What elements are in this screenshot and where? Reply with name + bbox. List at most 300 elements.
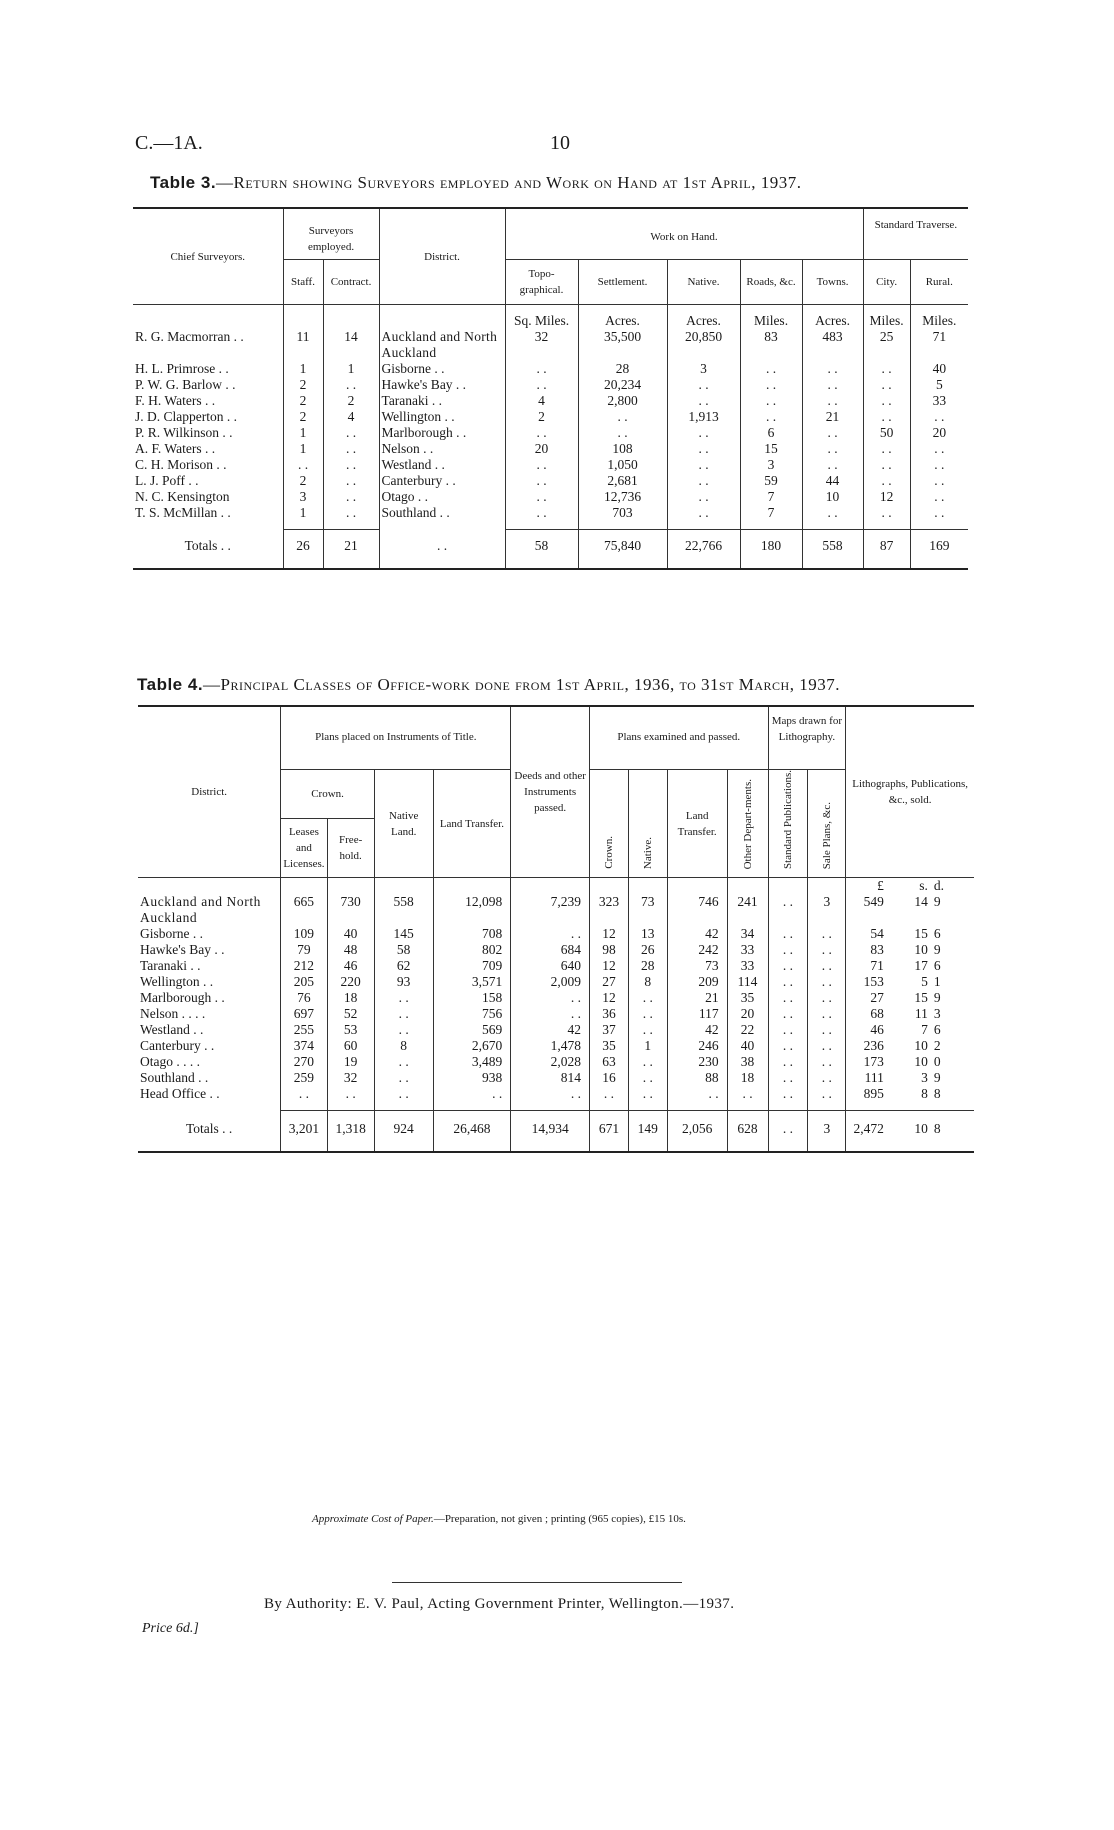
contract-count: . . [323, 505, 379, 521]
native-land-value: . . [374, 1070, 433, 1086]
unit-label: Miles. [740, 313, 802, 329]
land-transfer-value: 3,571 [433, 974, 511, 990]
deeds-value: 2,028 [511, 1054, 590, 1070]
native-land-value: . . [374, 1086, 433, 1102]
settlement-value: 2,800 [578, 393, 667, 409]
header-exam-native: Native. [628, 770, 667, 878]
chief-surveyor: R. G. Macmorran . . [135, 329, 244, 344]
rural-value: 20 [910, 425, 968, 441]
sale-plans-value: . . [808, 1006, 846, 1022]
exam-other-value: 20 [727, 1006, 768, 1022]
exam-crown-value: 16 [590, 1070, 629, 1086]
shillings-value: 8 [921, 1086, 928, 1101]
land-transfer-value: 12,098 [433, 894, 511, 926]
native-value: . . [667, 393, 740, 409]
table4-total-pounds: 2,472 [846, 1111, 890, 1152]
pounds-value: 111 [846, 1070, 890, 1086]
rural-value: . . [910, 505, 968, 521]
city-value: . . [863, 377, 910, 393]
deeds-value: 42 [511, 1022, 590, 1038]
topographical-value: 2 [505, 409, 578, 425]
table4-row [138, 990, 974, 1006]
pence-value: 8 [933, 1086, 941, 1101]
deeds-value: 814 [511, 1070, 590, 1086]
table4-total-leases: 3,201 [281, 1111, 327, 1152]
towns-value: 44 [802, 473, 863, 489]
header-standard-traverse: Standard Traverse. [863, 208, 968, 260]
deeds-value: 2,009 [511, 974, 590, 990]
towns-value: . . [802, 505, 863, 521]
table4-total-exam-native: 149 [628, 1111, 667, 1152]
native-value: 20,850 [667, 329, 740, 361]
header-city: City. [863, 260, 910, 305]
freehold-value: 19 [327, 1054, 374, 1070]
native-land-value: 8 [374, 1038, 433, 1054]
topographical-value: 20 [505, 441, 578, 457]
leases-value: 109 [281, 926, 327, 942]
land-transfer-value: 802 [433, 942, 511, 958]
exam-native-value: . . [628, 1054, 667, 1070]
pounds-value: 54 [846, 926, 890, 942]
table3-total-contract: 21 [323, 530, 379, 569]
roads-value: 6 [740, 425, 802, 441]
native-value: . . [667, 425, 740, 441]
table3-total-rural: 169 [910, 530, 968, 569]
cost-text: —Preparation, not given ; printing (965 copies), £15 10s. [433, 1513, 686, 1525]
shillings-value: 17 [914, 958, 928, 973]
roads-value: 7 [740, 505, 802, 521]
standard-publications-value: . . [768, 926, 808, 942]
leases-value: 259 [281, 1070, 327, 1086]
freehold-value: 53 [327, 1022, 374, 1038]
header-plans-placed: Plans placed on Instruments of Title. [281, 706, 511, 770]
leases-value: 665 [281, 894, 327, 926]
roads-value: . . [740, 361, 802, 377]
unit-label: Miles. [863, 313, 910, 329]
native-land-value: 558 [374, 894, 433, 926]
staff-count: 1 [283, 505, 323, 521]
contract-count: . . [323, 425, 379, 441]
rural-value: . . [910, 489, 968, 505]
staff-count: . . [283, 457, 323, 473]
exam-land-transfer-value: 246 [667, 1038, 727, 1054]
deeds-value: . . [511, 1006, 590, 1022]
city-value: 50 [863, 425, 910, 441]
table3-totals-label: Totals . . [184, 537, 231, 553]
native-value: 1,913 [667, 409, 740, 425]
settlement-value: 703 [578, 505, 667, 521]
district-name: Wellington . . [379, 409, 505, 425]
header-leases: Leases and Licenses. [281, 819, 327, 878]
exam-native-value: . . [628, 990, 667, 1006]
shillings-value: 10 [914, 1038, 928, 1053]
table4-row [138, 1022, 974, 1038]
cost-label: Approximate Cost of Paper. [312, 1513, 434, 1525]
shillings-value: 10 [914, 942, 928, 957]
table4-caption [137, 675, 840, 695]
freehold-value: 48 [327, 942, 374, 958]
header-land-transfer: Land Transfer. [433, 770, 511, 878]
table4-row [138, 1054, 974, 1070]
exam-native-value: 8 [628, 974, 667, 990]
staff-count: 2 [283, 409, 323, 425]
shillings-value: 11 [914, 1006, 928, 1021]
exam-other-value: 33 [727, 958, 768, 974]
land-transfer-value: 2,670 [433, 1038, 511, 1054]
table3-title: —Return showing Surveyors employed and Work on Hand at 1st April, 1937. [216, 173, 802, 192]
land-transfer-value: . . [433, 1086, 511, 1102]
header-plans-examined: Plans examined and passed. [590, 706, 769, 770]
pence-value: 9 [933, 990, 941, 1005]
towns-value: . . [802, 425, 863, 441]
document-code: C.—1A. [135, 132, 203, 154]
freehold-value: . . [327, 1086, 374, 1102]
contract-count: . . [323, 457, 379, 473]
rural-value: . . [910, 473, 968, 489]
standard-publications-value: . . [768, 942, 808, 958]
header-chief-surveyors: Chief Surveyors. [170, 250, 246, 263]
chief-surveyor: A. F. Waters . . [135, 441, 216, 456]
land-transfer-value: 756 [433, 1006, 511, 1022]
table4-total-pence: 8 [932, 1111, 974, 1152]
table4-total-standard: . . [768, 1111, 808, 1152]
land-transfer-value: 158 [433, 990, 511, 1006]
district-name: Canterbury . . [140, 1038, 215, 1053]
exam-native-value: 73 [628, 894, 667, 926]
sale-plans-value: . . [808, 1070, 846, 1086]
header-exam-crown: Crown. [590, 770, 629, 878]
exam-other-value: . . [727, 1086, 768, 1102]
header-surveyors-employed: Surveyors employed. [283, 208, 379, 260]
chief-surveyor: N. C. Kensington [135, 489, 230, 504]
district-name: Taranaki . . [140, 958, 201, 973]
staff-count: 1 [283, 441, 323, 457]
settlement-value: 108 [578, 441, 667, 457]
staff-count: 2 [283, 377, 323, 393]
sale-plans-value: 3 [808, 894, 846, 926]
table4-row [138, 942, 974, 958]
leases-value: 205 [281, 974, 327, 990]
contract-count: 14 [323, 329, 379, 361]
freehold-value: 52 [327, 1006, 374, 1022]
pence-value: 0 [933, 1054, 941, 1069]
chief-surveyor: L. J. Poff . . [135, 473, 199, 488]
topographical-value: . . [505, 377, 578, 393]
land-transfer-value: 709 [433, 958, 511, 974]
table3-row [133, 473, 968, 489]
freehold-value: 46 [327, 958, 374, 974]
deeds-value: 640 [511, 958, 590, 974]
settlement-value: . . [578, 409, 667, 425]
chief-surveyor: P. R. Wilkinson . . [135, 425, 233, 440]
towns-value: 10 [802, 489, 863, 505]
land-transfer-value: 569 [433, 1022, 511, 1038]
district-name: Westland . . [379, 457, 505, 473]
printer-authority: By Authority: E. V. Paul, Acting Government Printer, Wellington.—1937. [264, 1596, 735, 1612]
exam-land-transfer-value: 242 [667, 942, 727, 958]
pounds-value: 236 [846, 1038, 890, 1054]
rural-value: 33 [910, 393, 968, 409]
table4-total-exam-other: 628 [727, 1111, 768, 1152]
unit-label: Acres. [578, 313, 667, 329]
towns-value: . . [802, 377, 863, 393]
staff-count: 1 [283, 361, 323, 377]
table4-totals-label: Totals . . [186, 1120, 233, 1136]
table3-row [133, 505, 968, 521]
native-value: . . [667, 489, 740, 505]
native-value: . . [667, 441, 740, 457]
district-name: Wellington . . [140, 974, 214, 989]
chief-surveyor: H. L. Primrose . . [135, 361, 229, 376]
settlement-value: 28 [578, 361, 667, 377]
header-district-t4: District. [191, 786, 228, 798]
deeds-value: 1,478 [511, 1038, 590, 1054]
pence-value: 9 [933, 894, 941, 909]
rural-value: 5 [910, 377, 968, 393]
chief-surveyor: P. W. G. Barlow . . [135, 377, 236, 392]
freehold-value: 220 [327, 974, 374, 990]
exam-crown-value: 36 [590, 1006, 629, 1022]
exam-land-transfer-value: 746 [667, 894, 727, 926]
contract-count: . . [323, 377, 379, 393]
exam-crown-value: 12 [590, 990, 629, 1006]
native-land-value: 58 [374, 942, 433, 958]
table4-total-freehold: 1,318 [327, 1111, 374, 1152]
topographical-value: . . [505, 489, 578, 505]
pounds-value: 895 [846, 1086, 890, 1102]
city-value: 12 [863, 489, 910, 505]
native-value: . . [667, 505, 740, 521]
header-native: Native. [667, 260, 740, 305]
native-value: . . [667, 457, 740, 473]
chief-surveyor: J. D. Clapperton . . [135, 409, 237, 424]
sale-plans-value: . . [808, 1038, 846, 1054]
exam-crown-value: 12 [590, 958, 629, 974]
standard-publications-value: . . [768, 1054, 808, 1070]
sale-plans-value: . . [808, 942, 846, 958]
leases-value: 697 [281, 1006, 327, 1022]
towns-value: 483 [802, 329, 863, 361]
topographical-value: . . [505, 425, 578, 441]
exam-other-value: 33 [727, 942, 768, 958]
header-rural: Rural. [910, 260, 968, 305]
table3-row [133, 425, 968, 441]
pounds-value: 27 [846, 990, 890, 1006]
freehold-value: 18 [327, 990, 374, 1006]
exam-native-value: 26 [628, 942, 667, 958]
roads-value: 3 [740, 457, 802, 473]
exam-crown-value: 323 [590, 894, 629, 926]
shillings-value: 5 [921, 974, 928, 989]
table4-total-deeds: 14,934 [511, 1111, 590, 1152]
district-name: Southland . . [379, 505, 505, 521]
exam-crown-value: 37 [590, 1022, 629, 1038]
topographical-value: 4 [505, 393, 578, 409]
table4-total-exam-land-transfer: 2,056 [667, 1111, 727, 1152]
roads-value: 83 [740, 329, 802, 361]
exam-crown-value: 27 [590, 974, 629, 990]
shillings-value: 15 [914, 990, 928, 1005]
leases-value: 79 [281, 942, 327, 958]
district-name: Nelson . . . . [140, 1006, 206, 1021]
native-land-value: . . [374, 1006, 433, 1022]
district-name: Marlborough . . [379, 425, 505, 441]
table4-row [138, 1086, 974, 1102]
leases-value: 270 [281, 1054, 327, 1070]
header-sale-plans: Sale Plans, &c. [808, 770, 846, 878]
pence-value: 9 [933, 1070, 941, 1085]
header-lithographs: Lithographs, Publications, &c., sold. [846, 706, 974, 878]
district-name: Head Office . . [140, 1086, 220, 1101]
table4-total-sale: 3 [808, 1111, 846, 1152]
pounds-value: 46 [846, 1022, 890, 1038]
header-crown-group: Crown. [281, 770, 374, 819]
leases-value: 76 [281, 990, 327, 1006]
table3-row [133, 457, 968, 473]
sale-plans-value: . . [808, 1054, 846, 1070]
leases-value: 255 [281, 1022, 327, 1038]
native-land-value: . . [374, 1054, 433, 1070]
exam-other-value: 35 [727, 990, 768, 1006]
standard-publications-value: . . [768, 1006, 808, 1022]
header-contract: Contract. [323, 260, 379, 305]
leases-value: . . [281, 1086, 327, 1102]
unit-label: Miles. [910, 313, 968, 329]
table3-total-roads: 180 [740, 530, 802, 569]
header-exam-land-transfer: Land Transfer. [667, 770, 727, 878]
staff-count: 1 [283, 425, 323, 441]
roads-value: . . [740, 377, 802, 393]
table4-total-native: 924 [374, 1111, 433, 1152]
unit-label: Acres. [667, 313, 740, 329]
contract-count: . . [323, 473, 379, 489]
district-name: Auckland and North Auckland [379, 329, 505, 361]
sale-plans-value: . . [808, 990, 846, 1006]
district-name: Westland . . [140, 1022, 204, 1037]
native-land-value: . . [374, 1022, 433, 1038]
exam-other-value: 34 [727, 926, 768, 942]
topographical-value: 32 [505, 329, 578, 361]
header-deeds: Deeds and other Instruments passed. [511, 706, 590, 878]
exam-crown-value: 98 [590, 942, 629, 958]
settlement-value: 35,500 [578, 329, 667, 361]
exam-other-value: 241 [727, 894, 768, 926]
pence-unit: d. [933, 878, 944, 893]
district-name: Otago . . . . [140, 1054, 200, 1069]
exam-native-value: . . [628, 1070, 667, 1086]
rural-value: . . [910, 441, 968, 457]
exam-land-transfer-value: 209 [667, 974, 727, 990]
settlement-value: 20,234 [578, 377, 667, 393]
exam-native-value: . . [628, 1086, 667, 1102]
exam-land-transfer-value: 21 [667, 990, 727, 1006]
topographical-value: . . [505, 457, 578, 473]
price: Price 6d.] [142, 1621, 199, 1636]
pence-value: 3 [933, 1006, 941, 1021]
table3-caption [150, 173, 802, 193]
exam-land-transfer-value: . . [667, 1086, 727, 1102]
header-maps-drawn: Maps drawn for Lithography. [768, 706, 846, 770]
city-value: . . [863, 409, 910, 425]
towns-value: . . [802, 457, 863, 473]
native-value: . . [667, 473, 740, 489]
table3-total-city: 87 [863, 530, 910, 569]
table4-row [138, 958, 974, 974]
native-land-value: 62 [374, 958, 433, 974]
exam-other-value: 114 [727, 974, 768, 990]
leases-value: 374 [281, 1038, 327, 1054]
table3-row [133, 489, 968, 505]
table3-total-staff: 26 [283, 530, 323, 569]
settlement-value: 1,050 [578, 457, 667, 473]
unit-label: Sq. Miles. [505, 313, 578, 329]
roads-value: . . [740, 393, 802, 409]
table4-row [138, 926, 974, 942]
pounds-value: 549 [846, 894, 890, 926]
land-transfer-value: 938 [433, 1070, 511, 1086]
exam-land-transfer-value: 230 [667, 1054, 727, 1070]
staff-count: 2 [283, 473, 323, 489]
district-name: Marlborough . . [140, 990, 225, 1005]
district-name: Hawke's Bay . . [379, 377, 505, 393]
rural-value: 40 [910, 361, 968, 377]
header-staff: Staff. [283, 260, 323, 305]
freehold-value: 60 [327, 1038, 374, 1054]
deeds-value: . . [511, 926, 590, 942]
city-value: 25 [863, 329, 910, 361]
district-name: Hawke's Bay . . [140, 942, 225, 957]
standard-publications-value: . . [768, 1086, 808, 1102]
header-topographical: Topo-graphical. [505, 260, 578, 305]
table3-total-settlement: 75,840 [578, 530, 667, 569]
settlement-value: . . [578, 425, 667, 441]
shillings-unit: s. [919, 878, 928, 893]
exam-land-transfer-value: 117 [667, 1006, 727, 1022]
table4-row [138, 1006, 974, 1022]
towns-value: . . [802, 441, 863, 457]
table3-total-district: . . [379, 530, 505, 569]
exam-other-value: 22 [727, 1022, 768, 1038]
deeds-value: 684 [511, 942, 590, 958]
topographical-value: . . [505, 473, 578, 489]
table4-row [138, 1038, 974, 1054]
rural-value: 71 [910, 329, 968, 361]
freehold-value: 40 [327, 926, 374, 942]
native-value: . . [667, 377, 740, 393]
pounds-unit: £ [846, 878, 890, 895]
towns-value: . . [802, 393, 863, 409]
sale-plans-value: . . [808, 974, 846, 990]
pence-value: 1 [933, 974, 941, 989]
shillings-value: 3 [921, 1070, 928, 1085]
rural-value: . . [910, 457, 968, 473]
table3-row [133, 329, 968, 361]
shillings-value: 14 [914, 894, 928, 909]
towns-value: 21 [802, 409, 863, 425]
sale-plans-value: . . [808, 926, 846, 942]
table3-row [133, 409, 968, 425]
table4-total-land-transfer: 26,468 [433, 1111, 511, 1152]
exam-native-value: 28 [628, 958, 667, 974]
topographical-value: . . [505, 505, 578, 521]
sale-plans-value: . . [808, 1022, 846, 1038]
pence-value: 6 [933, 958, 941, 973]
topographical-value: . . [505, 361, 578, 377]
exam-native-value: . . [628, 1006, 667, 1022]
table4-total-shillings: 10 [890, 1111, 932, 1152]
standard-publications-value: . . [768, 974, 808, 990]
standard-publications-value: . . [768, 990, 808, 1006]
